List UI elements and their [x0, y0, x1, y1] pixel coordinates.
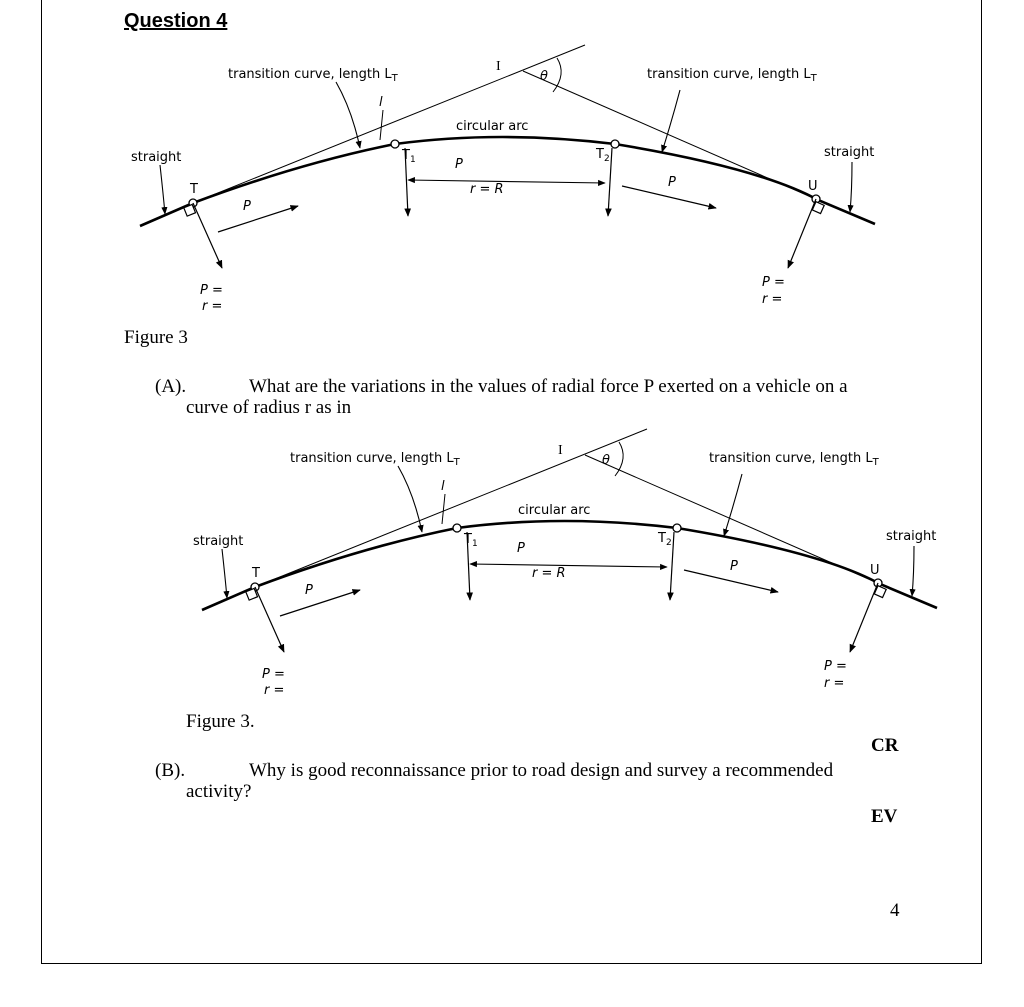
question-b: [155, 760, 833, 802]
p-label-arc: P: [455, 157, 463, 172]
question-a-text-1: What are the variations in the values of radial force P exerted on a vehicle on a: [249, 376, 848, 397]
question-b-label: (B).: [155, 760, 186, 781]
question-heading: Question 4: [124, 10, 228, 32]
radial-arrow-u: [850, 583, 878, 652]
radius-label: r = R: [532, 566, 566, 581]
transition-curve-figure-2: [62, 384, 1024, 714]
l-label: l: [379, 95, 383, 110]
circular-arc-label: circular arc: [456, 119, 529, 134]
r-eq-label-right: r =: [824, 676, 845, 691]
t-label: T: [190, 182, 198, 197]
question-b-line-1: [155, 760, 833, 781]
question-a-label: (A).: [155, 376, 187, 397]
figure-1-caption: Figure 3: [124, 327, 188, 348]
tag-ev: EV: [871, 806, 898, 827]
leader-straight-left: [160, 165, 165, 214]
t1-label: $T_1$: [464, 532, 478, 549]
leader-l: [442, 494, 445, 524]
theta-label: θ: [540, 69, 548, 84]
u-label: U: [808, 179, 818, 194]
radius-arrow: [408, 180, 605, 183]
leader-transition-left: [336, 82, 360, 148]
radius-arrow: [470, 564, 667, 567]
radial-arrow-t: [193, 203, 222, 268]
leader-straight-left: [222, 549, 227, 598]
t1-label: $T_1$: [402, 148, 416, 165]
transition-label-left: transition curve, length $L_T$: [290, 451, 460, 468]
t2-label: $T_2$: [596, 147, 610, 164]
p-label-arc: P: [517, 541, 525, 556]
intersection-label: I: [558, 443, 563, 458]
p-label-right: P: [668, 175, 676, 190]
p-label-left: P: [243, 199, 251, 214]
t1-point: [391, 140, 399, 148]
p-label-left: P: [305, 583, 313, 598]
direction-arrow-left: [218, 206, 298, 232]
straight-label-left: straight: [131, 150, 182, 165]
intersection-label: I: [496, 59, 501, 74]
tag-cr: CR: [871, 735, 899, 756]
radius-label: r = R: [470, 182, 504, 197]
question-a-line-2: curve of radius r as in: [186, 397, 352, 418]
p-eq-label-left: P =: [200, 283, 223, 298]
p-eq-label-right: P =: [762, 275, 785, 290]
r-eq-label-left: r =: [202, 299, 223, 314]
l-label: l: [441, 479, 445, 494]
leader-straight-right: [912, 546, 914, 596]
circular-arc-label: circular arc: [518, 503, 591, 518]
r-eq-label-right: r =: [762, 292, 783, 307]
straight-label-right: straight: [886, 529, 937, 544]
page-number: 4: [890, 900, 900, 921]
straight-label-left: straight: [193, 534, 244, 549]
u-label: U: [870, 563, 880, 578]
leader-transition-right: [662, 90, 680, 152]
leader-l: [380, 110, 383, 140]
transition-label-right: transition curve, length $L_T$: [709, 451, 879, 468]
t1-point: [453, 524, 461, 532]
question-b-text-1: Why is good reconnaissance prior to road design and survey a recommended: [249, 760, 834, 781]
p-eq-label-left: P =: [262, 667, 285, 682]
theta-label: θ: [602, 453, 610, 468]
t2-point: [673, 524, 681, 532]
transition-label-left: transition curve, length $L_T$: [228, 67, 398, 84]
r-eq-label-left: r =: [264, 683, 285, 698]
question-b-line-2: activity?: [186, 781, 252, 802]
direction-arrow-left: [280, 590, 360, 616]
t2-point: [611, 140, 619, 148]
transition-curve-figure-1: [0, 0, 1024, 330]
leader-transition-left: [398, 466, 422, 532]
radial-arrow-t: [255, 587, 284, 652]
t-label: T: [252, 566, 260, 581]
radial-arrow-u: [788, 199, 816, 268]
leader-straight-right: [850, 162, 852, 212]
p-eq-label-right: P =: [824, 659, 847, 674]
leader-transition-right: [724, 474, 742, 536]
figure-2-caption: Figure 3.: [186, 711, 255, 732]
p-label-right: P: [730, 559, 738, 574]
t2-label: $T_2$: [658, 531, 672, 548]
straight-label-right: straight: [824, 145, 875, 160]
transition-label-right: transition curve, length $L_T$: [647, 67, 817, 84]
